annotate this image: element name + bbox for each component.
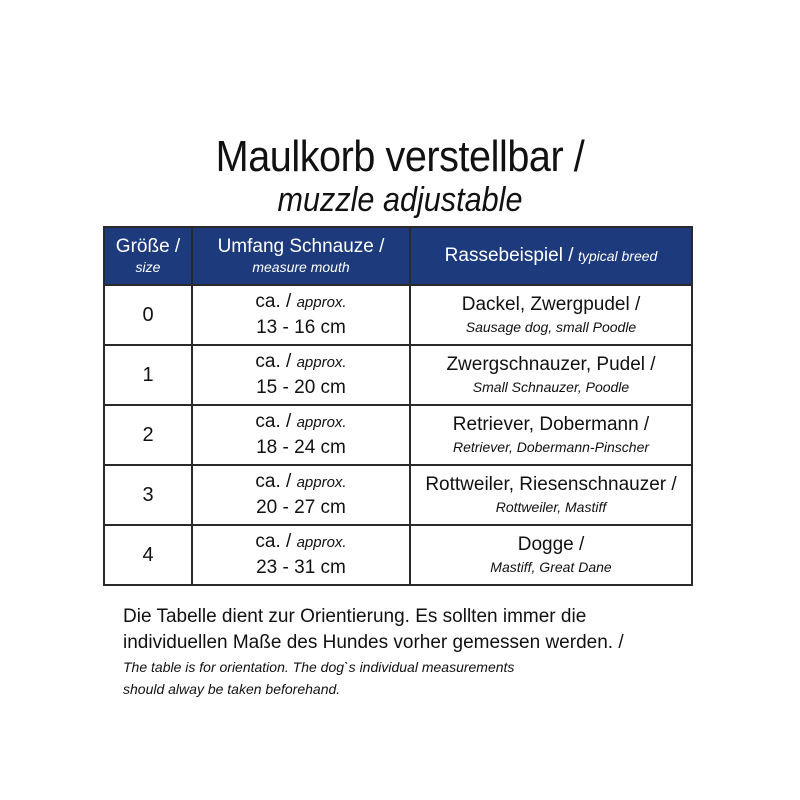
breed-english: Sausage dog, small Poodle <box>465 319 637 335</box>
ca-label: ca. / <box>255 410 292 432</box>
header-breed <box>410 227 692 285</box>
note-block <box>123 604 723 700</box>
breed-german: Retriever, Dobermann / <box>452 414 650 435</box>
approx-line <box>193 470 409 495</box>
header-measure-label: Umfang Schnauze / <box>217 236 385 257</box>
header-measure <box>192 227 410 285</box>
measure-range: 18 - 24 cm <box>256 436 346 458</box>
table-body <box>104 285 692 585</box>
ca-label: ca. / <box>255 530 292 552</box>
approx-line <box>193 410 409 435</box>
approx-label: approx. <box>296 293 347 311</box>
breed-german: Dogge / <box>517 534 585 555</box>
approx-label: approx. <box>296 413 347 431</box>
approx-label: approx. <box>296 473 347 491</box>
table-row <box>104 465 692 525</box>
table-row <box>104 525 692 585</box>
ca-label: ca. / <box>255 470 292 492</box>
approx-line <box>193 350 409 375</box>
measure-cell <box>192 405 410 465</box>
breed-german: Rottweiler, Riesenschnauzer / <box>425 474 677 495</box>
header-size-label: Größe / <box>115 236 181 257</box>
ca-label: ca. / <box>255 290 292 312</box>
breed-german: Zwergschnauzer, Pudel / <box>446 354 656 375</box>
header-size <box>104 227 192 285</box>
ca-label: ca. / <box>255 350 292 372</box>
page-subtitle: muzzle adjustable <box>277 181 523 219</box>
breed-english: Rottweiler, Mastiff <box>495 499 607 515</box>
measure-cell <box>192 345 410 405</box>
note-german-line-2: individuellen Maße des Hundes vorher gemessen werden. / <box>123 632 624 653</box>
measure-range: 20 - 27 cm <box>256 496 346 518</box>
header-breed-sublabel: typical breed <box>577 248 658 264</box>
measure-cell <box>192 465 410 525</box>
breed-cell <box>410 345 692 405</box>
table-row <box>104 405 692 465</box>
measure-cell <box>192 525 410 585</box>
approx-label: approx. <box>296 533 347 551</box>
size-cell: 0 <box>104 285 192 345</box>
size-table <box>103 226 693 586</box>
breed-english: Small Schnauzer, Poodle <box>472 379 630 395</box>
breed-cell <box>410 465 692 525</box>
measure-range: 15 - 20 cm <box>256 376 346 398</box>
size-cell: 4 <box>104 525 192 585</box>
breed-cell <box>410 285 692 345</box>
breed-cell <box>410 405 692 465</box>
header-breed-label: Rassebeispiel / <box>444 245 574 266</box>
size-cell: 1 <box>104 345 192 405</box>
table-row <box>104 345 692 405</box>
table-header <box>104 227 692 285</box>
table-row <box>104 285 692 345</box>
measure-range: 23 - 31 cm <box>256 556 346 578</box>
note-german-line-1: Die Tabelle dient zur Orientierung. Es sollten immer die <box>123 606 587 627</box>
approx-label: approx. <box>296 353 347 371</box>
breed-english: Retriever, Dobermann-Pinscher <box>452 439 650 455</box>
title-block <box>0 132 800 218</box>
approx-line <box>193 530 409 555</box>
note-english-line-1: The table is for orientation. The dog`s individual measurements <box>123 659 515 675</box>
header-measure-sublabel: measure mouth <box>252 259 350 275</box>
measure-range: 13 - 16 cm <box>256 316 346 338</box>
breed-cell <box>410 525 692 585</box>
approx-line <box>193 290 409 315</box>
measure-cell <box>192 285 410 345</box>
note-english-line-2: should alway be taken beforehand. <box>123 681 341 697</box>
size-cell: 2 <box>104 405 192 465</box>
breed-english: Mastiff, Great Dane <box>490 559 612 575</box>
page-title: Maulkorb verstellbar / <box>215 132 585 181</box>
breed-german: Dackel, Zwergpudel / <box>461 294 641 315</box>
header-size-sublabel: size <box>135 259 161 275</box>
size-cell: 3 <box>104 465 192 525</box>
table-header-row <box>104 227 692 285</box>
